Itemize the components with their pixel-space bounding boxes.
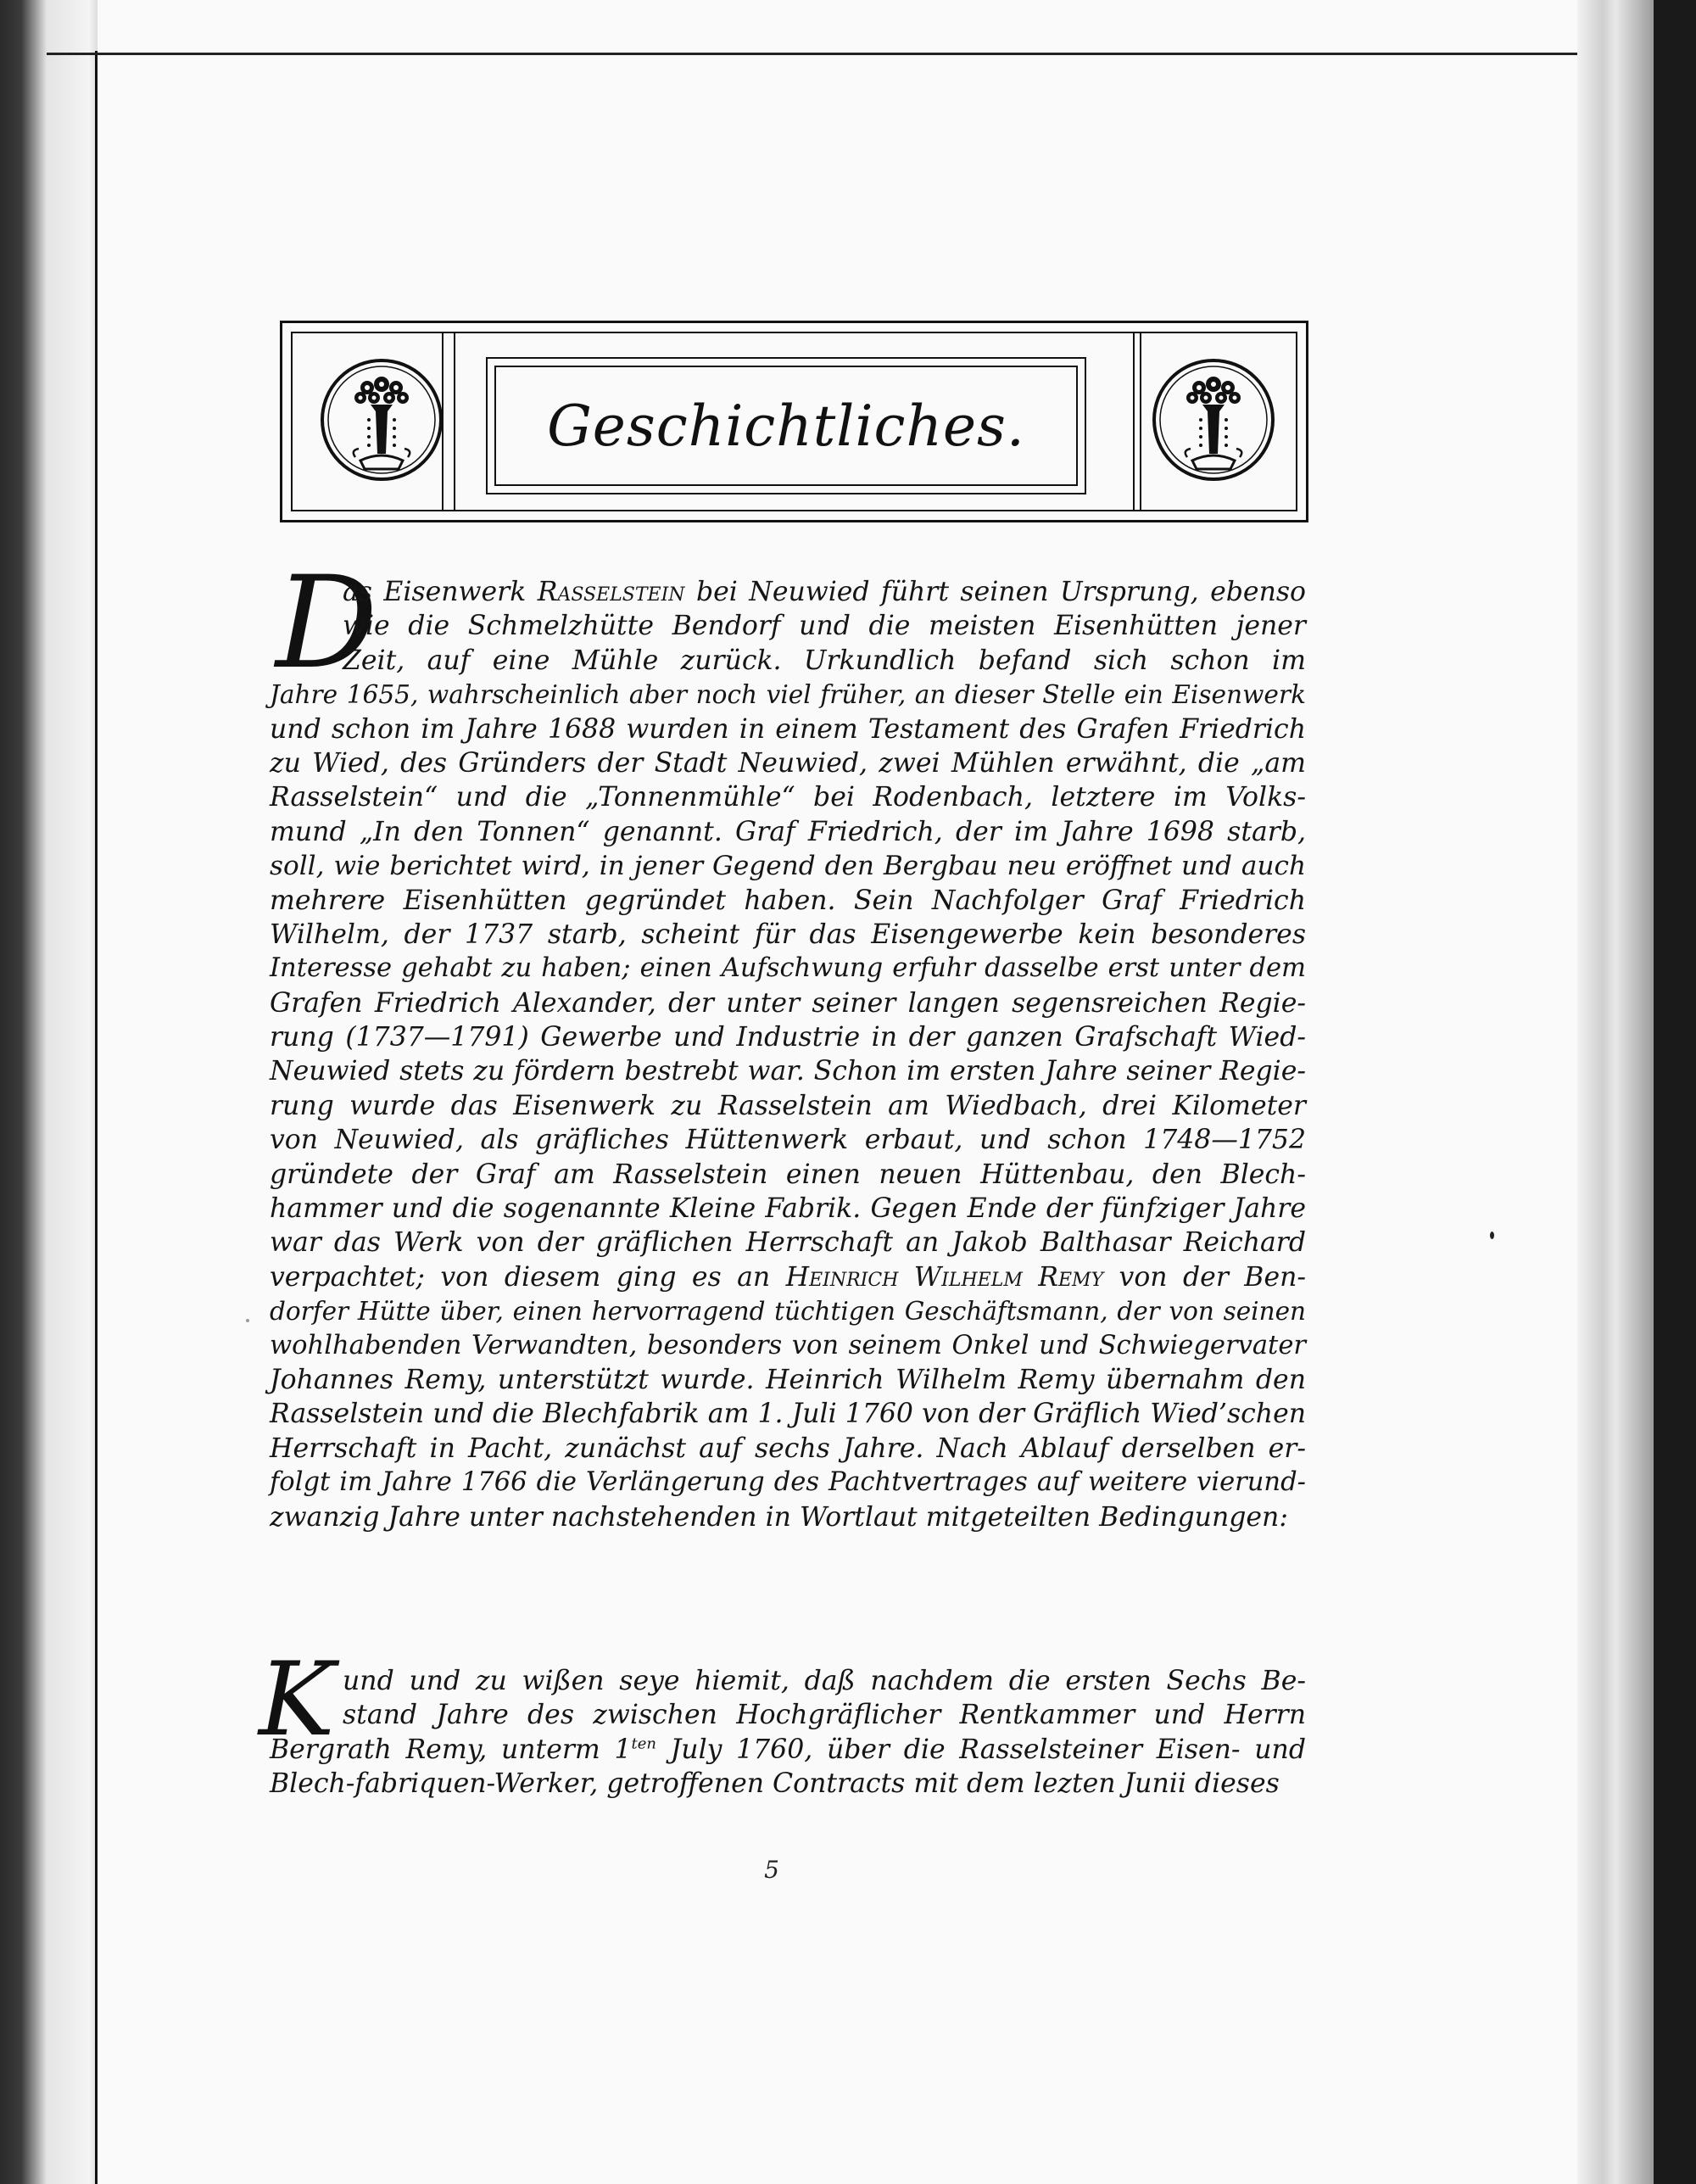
text-line: und und zu wißen seye hiemit, daß nachdem die ersten Sechs Be- (343, 1666, 1306, 1696)
text-line: Rasselstein und die Blechfabrik am 1. Juli 1760 von der Gräflich Wied’schen (270, 1399, 1306, 1430)
text-line: Jahre 1655, wahrscheinlich aber noch viel früher, an dieser Stelle ein Eisenwerk (270, 680, 1306, 710)
text-line: verpachtet; von diesem ging es an Heinrich Wilhelm Remy von der Ben- (270, 1261, 1307, 1293)
text-line: Interesse gehabt zu haben; einen Aufschwung erfuhr dasselbe erst unter dem (270, 953, 1306, 984)
text-line: wie die Schmelzhütte Bendorf und die meisten Eisenhütten jener (343, 611, 1306, 642)
superscript: ten (631, 1734, 656, 1753)
right-ornament-panel (1133, 333, 1296, 510)
dropcap-k: K (259, 1641, 335, 1759)
text-line: zwanzig Jahre unter nachstehenden in Wortlaut mitgeteilten Bedingungen: (270, 1501, 1288, 1533)
scan-speck (246, 1319, 249, 1322)
paragraph-1 (270, 575, 1306, 1534)
text-line: folgt im Jahre 1766 die Verlängerung des Pachtvertrages auf weitere vierund- (270, 1467, 1306, 1498)
text-line: wohlhabenden Verwandten, besonders von seinem Onkel und Schwiegervater (270, 1330, 1306, 1360)
text-line: rung wurde das Eisenwerk zu Rasselstein am Wiedbach, drei Kilometer (270, 1090, 1306, 1121)
person-name: Heinrich Wilhelm Remy (785, 1261, 1104, 1293)
text-line: und schon im Jahre 1688 wurden in einem Testament des Grafen Friedrich (270, 713, 1306, 745)
top-page-edge (47, 53, 1598, 55)
text-line: war das Werk von der gräflichen Herrschaft an Jakob Balthasar Reichard (270, 1227, 1306, 1259)
right-scan-border (1654, 0, 1696, 2184)
text-line: rung (1737—1791) Gewerbe und Industrie in der ganzen Grafschaft Wied- (270, 1022, 1306, 1053)
text-line: von Neuwied, als gräfliches Hüttenwerk erbaut, und schon 1748—1752 (270, 1125, 1306, 1156)
text-line: hammer und die sogenannte Kleine Fabrik. Gegen Ende der fünfziger Jahre (270, 1193, 1306, 1225)
title-box (486, 357, 1086, 494)
text-line: Blech-fabriquen-Werker, getroffenen Contracts mit dem lezten Junii dieses (270, 1768, 1280, 1800)
text-line: Rasselstein“ und die „Tonnenmühle“ bei Rodenbach, letztere im Volks- (270, 782, 1306, 813)
text-line: dorfer Hütte über, einen hervorragend tüchtigen Geschäftsmann, der von seinen (270, 1297, 1306, 1327)
page-number: 5 (764, 1856, 779, 1884)
text-line: mund „In den Tonnen“ genannt. Graf Friedrich, der im Jahre 1698 starb, (270, 816, 1306, 847)
text-line: Bergrath Remy, unterm $1^{ten}$ July 1760, über die Rasselsteiner Eisen- und (270, 1734, 1306, 1765)
title-frame (280, 321, 1308, 522)
flower-vase-medallion-icon (318, 352, 445, 488)
text-line: zu Wied, des Gründers der Stadt Neuwied, zwei Mühlen erwähnt, die „am (270, 747, 1306, 779)
text-line: Herrschaft in Pacht, zunächst auf sechs Jahre. Nach Ablauf derselben er- (270, 1433, 1306, 1464)
left-book-cover (0, 0, 98, 2184)
text-line: soll, wie berichtet wird, in jener Gegend den Bergbau neu eröffnet und auch (270, 851, 1306, 882)
flower-vase-medallion-icon (1150, 352, 1277, 488)
right-page-stack (1577, 0, 1654, 2184)
text-line: stand Jahre des zwischen Hochgräflicher Rentkammer und Herrn (343, 1700, 1306, 1731)
scan-speck (1490, 1232, 1494, 1239)
text-line: as Eisenwerk Rasselstein bei Neuwied führt seinen Ursprung, ebenso (343, 577, 1306, 607)
text-line: Wilhelm, der 1737 starb, scheint für das Eisengewerbe kein besonderes (270, 919, 1306, 950)
left-page-edge (95, 51, 98, 2184)
text-line: mehrere Eisenhütten gegründet haben. Sein Nachfolger Graf Friedrich (270, 885, 1306, 916)
dropcap-d: D (276, 550, 378, 697)
text-line: gründete der Graf am Rasselstein einen neuen Hüttenbau, den Blech- (270, 1159, 1306, 1190)
text-line: Johannes Remy, unterstützt wurde. Heinrich Wilhelm Remy übernahm den (270, 1364, 1306, 1395)
page-title: Geschichtliches. (547, 393, 1025, 459)
paragraph-2 (270, 1664, 1306, 1801)
text-line: Zeit, auf eine Mühle zurück. Urkundlich befand sich schon im (343, 645, 1306, 676)
title-frame-inner (291, 332, 1297, 511)
text-line: Neuwied stets zu fördern bestrebt war. Schon im ersten Jahre seiner Regie- (270, 1056, 1306, 1087)
text-line: Grafen Friedrich Alexander, der unter seiner langen segensreichen Regie- (270, 987, 1306, 1019)
left-ornament-panel (293, 333, 455, 510)
company-name: Rasselstein (537, 577, 685, 607)
